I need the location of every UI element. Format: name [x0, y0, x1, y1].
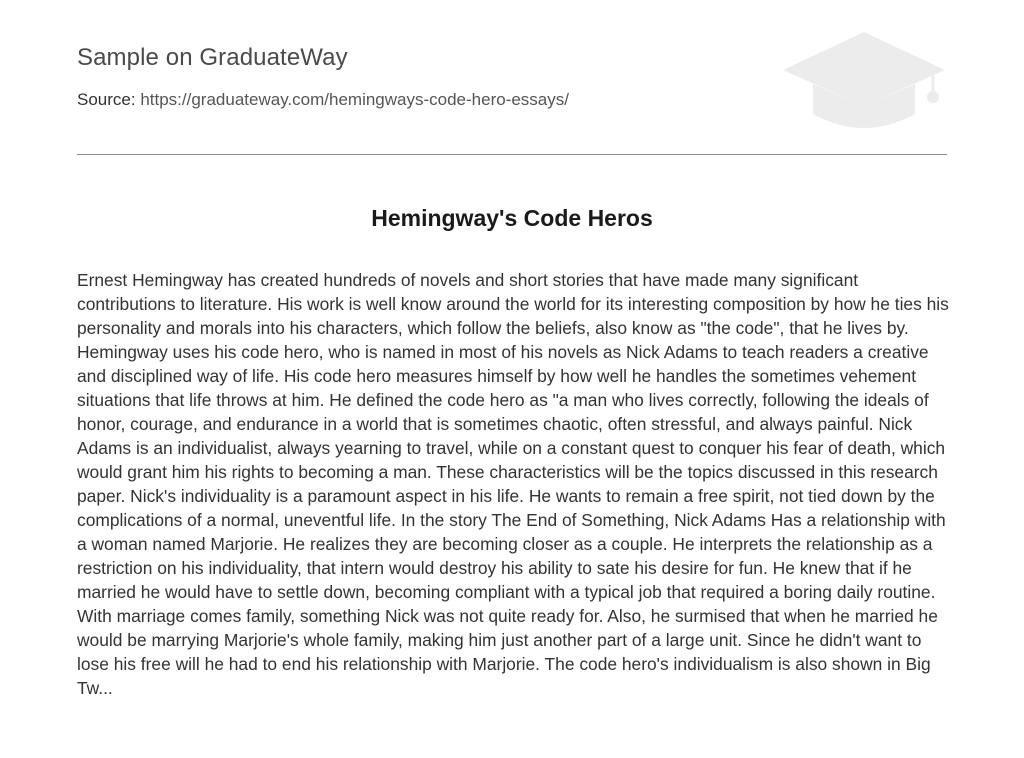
cap-board [783, 32, 945, 106]
source-label: Source: [77, 90, 136, 109]
essay-title: Hemingway's Code Heros [371, 205, 653, 231]
essay-body: Ernest Hemingway has created hundreds of novels and short stories that have made many significant contributions to literature. His work is well know around the world for its interesting composition by how he ties his personality and morals into his characters, which follow the beliefs, also know as "the code", that he lives by. Hemingway uses his code hero, who is named in most of his novels as Nick Adams to teach readers a creative and disciplined way of life. His code hero measures himself by how well he handles the sometimes vehement situations that life throws at him. He defined the code hero as "a man who lives correctly, following the ideals of honor, courage, and endurance in a world that is sometimes chaotic, often stressful, and always painful. Nick Adams is an individualist, always yearning to travel, while on a constant quest to conquer his fear of death, which would grant him his rights to becoming a man. These characteristics will be the topics discussed in this research paper. Nick's individuality is a paramount aspect in his life. He wants to remain a free spirit, not tied down by the complications of a normal, uneventful life. In the story The End of Something, Nick Adams Has a relationship with a woman named Marjorie. He realizes they are becoming closer as a couple. He interprets the relationship as a restriction on his individuality, that intern would destroy his ability to sate his desire for fun. He knew that if he married he would have to settle down, becoming compliant with a typical job that required a boring daily routine. With marriage comes family, something Nick was not quite ready for. Also, he surmised that when he married he would be marrying Marjorie's whole family, making him just another part of a large unit. Since he didn't want to lose his free will he had to end his relationship with Marjorie. The code hero's individualism is also shown in Big Tw... [77, 270, 949, 698]
source-link[interactable]: https://graduateway.com/hemingways-code-hero-essays/ [140, 90, 569, 109]
site-brand: Sample on GraduateWay [77, 44, 348, 71]
header-divider [77, 154, 947, 155]
cap-tassel [927, 91, 939, 103]
page [77, 0, 947, 758]
graduation-cap-icon [781, 30, 947, 132]
source-line [77, 90, 569, 110]
